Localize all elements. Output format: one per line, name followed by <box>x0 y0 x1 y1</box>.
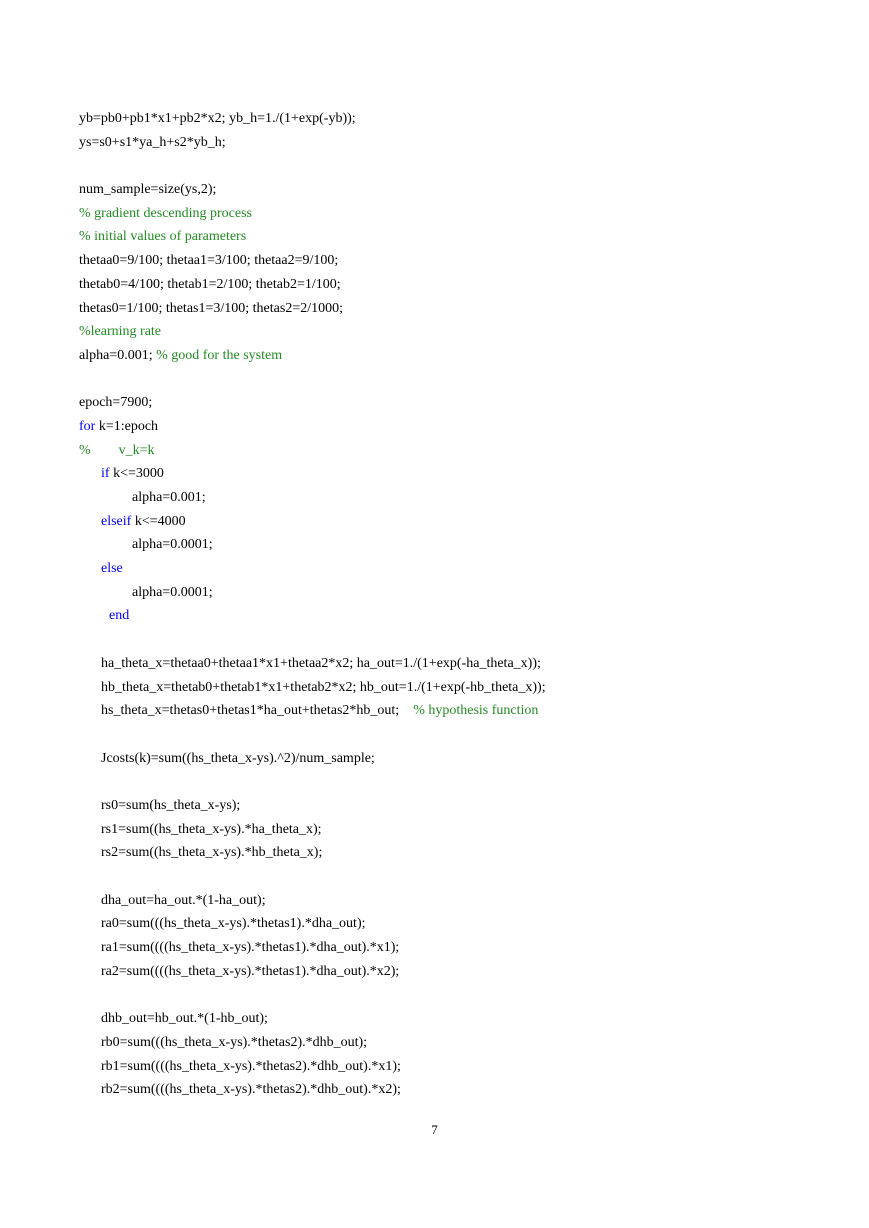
code-text: ra2=sum((((hs_theta_x-ys).*thetas1).*dha_out).*x2); <box>101 963 400 979</box>
code-text: ra0=sum(((hs_theta_x-ys).*thetas1).*dha_out); <box>101 916 366 932</box>
code-line <box>79 794 839 818</box>
code-line <box>79 676 839 700</box>
code-line <box>79 818 839 842</box>
code-line <box>79 936 839 960</box>
code-text: hb_theta_x=thetab0+thetab1*x1+thetab2*x2; hb_out=1./(1+exp(-hb_theta_x)); <box>101 679 546 695</box>
code-blank-line <box>79 723 839 747</box>
code-blank-line <box>79 770 839 794</box>
code-line <box>79 841 839 865</box>
code-line <box>79 960 839 984</box>
code-line <box>79 320 839 344</box>
code-comment: % good for the system <box>156 347 283 363</box>
code-comment: %learning rate <box>79 324 162 340</box>
code-text: rs2=sum((hs_theta_x-ys).*hb_theta_x); <box>101 845 323 861</box>
code-keyword: end <box>109 608 130 624</box>
code-line <box>79 581 839 605</box>
code-text: alpha=0.001; <box>79 347 157 363</box>
code-comment: % hypothesis function <box>413 703 539 719</box>
code-line <box>79 486 839 510</box>
code-text: thetab0=4/100; thetab1=2/100; thetab2=1/100; <box>79 276 341 292</box>
code-blank-line <box>79 628 839 652</box>
code-line <box>79 652 839 676</box>
code-blank-line <box>79 154 839 178</box>
code-line <box>79 462 839 486</box>
code-text: yb=pb0+pb1*x1+pb2*x2; yb_h=1./(1+exp(-yb)); <box>79 111 356 126</box>
code-text: rb2=sum((((hs_theta_x-ys).*thetas2).*dhb_out).*x2); <box>101 1082 401 1098</box>
code-line <box>79 249 839 273</box>
code-keyword: else <box>101 561 123 577</box>
code-line <box>79 297 839 321</box>
code-line <box>79 533 839 557</box>
code-text: num_sample=size(ys,2); <box>79 182 217 198</box>
code-line <box>79 604 839 628</box>
code-text: alpha=0.001; <box>132 490 206 505</box>
code-text: rs0=sum(hs_theta_x-ys); <box>101 797 241 813</box>
code-text: ys=s0+s1*ya_h+s2*yb_h; <box>79 134 226 150</box>
code-line <box>79 912 839 936</box>
code-text: ha_theta_x=thetaa0+thetaa1*x1+thetaa2*x2; ha_out=1./(1+exp(-ha_theta_x)); <box>101 655 541 671</box>
code-line <box>79 510 839 534</box>
code-line <box>79 699 839 723</box>
code-text: k<=3000 <box>109 466 164 482</box>
code-text: k=1:epoch <box>95 418 159 434</box>
code-line <box>79 344 839 368</box>
code-line <box>79 202 839 226</box>
code-line <box>79 439 839 463</box>
code-comment: % initial values of parameters <box>79 229 247 245</box>
code-comment: % gradient descending process <box>79 205 252 221</box>
code-line <box>79 131 839 155</box>
code-text: dhb_out=hb_out.*(1-hb_out); <box>101 1011 268 1027</box>
code-line <box>79 391 839 415</box>
code-text: thetaa0=9/100; thetaa1=3/100; thetaa2=9/100; <box>79 253 339 269</box>
code-text: rb0=sum(((hs_theta_x-ys).*thetas2).*dhb_out); <box>101 1034 368 1050</box>
code-text: rs1=sum((hs_theta_x-ys).*ha_theta_x); <box>101 821 322 837</box>
code-line <box>79 1031 839 1055</box>
code-text: k<=4000 <box>131 513 186 529</box>
code-blank-line <box>79 368 839 392</box>
code-line <box>79 273 839 297</box>
code-line <box>79 178 839 202</box>
code-line <box>79 225 839 249</box>
code-line <box>79 415 839 439</box>
code-line <box>79 747 839 771</box>
code-text: dha_out=ha_out.*(1-ha_out); <box>101 892 266 908</box>
page-number: 7 <box>431 1122 438 1137</box>
code-text: alpha=0.0001; <box>132 584 213 600</box>
code-text: ra1=sum((((hs_theta_x-ys).*thetas1).*dha_out).*x1); <box>101 940 400 956</box>
code-text: hs_theta_x=thetas0+thetas1*ha_out+thetas2*hb_out; <box>101 703 414 719</box>
code-line <box>79 557 839 581</box>
code-text: rb1=sum((((hs_theta_x-ys).*thetas2).*dhb_out).*x1); <box>101 1058 401 1074</box>
code-blank-line <box>79 865 839 889</box>
code-text: Jcosts(k)=sum((hs_theta_x-ys).^2)/num_sample; <box>101 750 375 766</box>
code-text: alpha=0.0001; <box>132 537 213 553</box>
code-text: thetas0=1/100; thetas1=3/100; thetas2=2/1000; <box>79 300 343 316</box>
code-comment: % v_k=k <box>79 442 155 458</box>
code-line <box>79 889 839 913</box>
code-line <box>79 1055 839 1079</box>
code-line <box>79 1007 839 1031</box>
code-keyword: if <box>101 466 110 482</box>
code-blank-line <box>79 983 839 1007</box>
code-text: epoch=7900; <box>79 395 153 411</box>
code-keyword: elseif <box>101 513 132 529</box>
code-line <box>79 1078 839 1102</box>
code-keyword: for <box>79 418 96 434</box>
code-line <box>79 107 839 131</box>
code-listing <box>79 107 839 1102</box>
